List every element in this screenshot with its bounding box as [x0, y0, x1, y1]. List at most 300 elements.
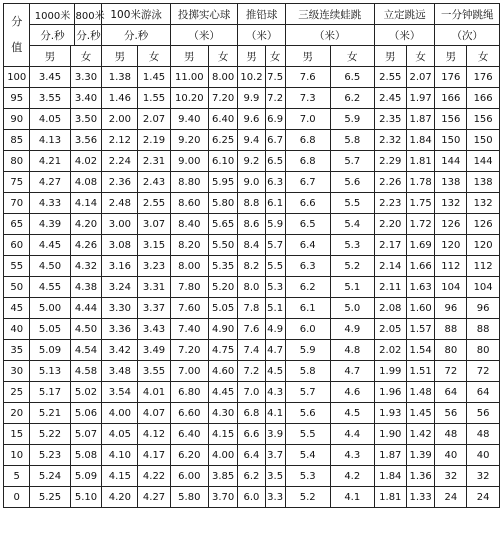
table-cell: 9.20 [170, 130, 208, 151]
score-value-cell: 50 [4, 277, 30, 298]
table-row [4, 151, 500, 172]
table-cell: 5.95 [208, 172, 238, 193]
table-cell: 4.12 [138, 424, 170, 445]
table-cell: 4.05 [102, 424, 138, 445]
table-row [4, 487, 500, 508]
table-cell: 6.10 [208, 151, 238, 172]
table-cell: 5.2 [330, 256, 374, 277]
event-name: 一分钟跳绳 [435, 4, 500, 25]
table-cell: 6.80 [170, 382, 208, 403]
table-cell: 3.7 [265, 445, 285, 466]
table-cell: 4.08 [70, 172, 102, 193]
table-cell: 3.54 [102, 382, 138, 403]
table-cell: 5.1 [265, 298, 285, 319]
table-cell: 7.3 [285, 88, 330, 109]
table-cell: 1.38 [102, 67, 138, 88]
table-cell: 166 [435, 88, 467, 109]
table-cell: 2.45 [374, 88, 406, 109]
table-cell: 1.66 [406, 256, 435, 277]
event-unit: （次） [435, 25, 500, 46]
score-value-cell: 0 [4, 487, 30, 508]
table-cell: 2.08 [374, 298, 406, 319]
table-cell: 7.2 [238, 361, 265, 382]
table-cell: 2.19 [138, 130, 170, 151]
sex-male-label: 男 [170, 46, 208, 67]
table-cell: 1.48 [406, 382, 435, 403]
table-cell: 4.15 [102, 466, 138, 487]
table-cell: 1.60 [406, 298, 435, 319]
table-cell: 7.20 [208, 88, 238, 109]
table-cell: 32 [435, 466, 467, 487]
table-cell: 5.6 [330, 172, 374, 193]
table-cell: 3.30 [70, 67, 102, 88]
table-cell: 80 [467, 340, 500, 361]
table-cell: 6.3 [285, 256, 330, 277]
table-cell: 4.10 [102, 445, 138, 466]
table-cell: 150 [467, 130, 500, 151]
table-cell: 7.2 [265, 88, 285, 109]
table-cell: 1.87 [374, 445, 406, 466]
table-cell: 7.6 [238, 319, 265, 340]
table-cell: 9.2 [238, 151, 265, 172]
event-unit: 分.秒 [76, 29, 101, 42]
table-cell: 4.3 [265, 382, 285, 403]
table-row [4, 277, 500, 298]
table-cell: 11.00 [170, 67, 208, 88]
table-cell: 5.3 [265, 277, 285, 298]
event-unit: 分.秒 [102, 25, 170, 46]
table-cell: 64 [435, 382, 467, 403]
table-cell: 5.23 [30, 445, 70, 466]
table-row [4, 466, 500, 487]
table-cell: 4.27 [30, 172, 70, 193]
table-cell: 88 [467, 319, 500, 340]
table-cell: 3.56 [70, 130, 102, 151]
table-cell: 2.02 [374, 340, 406, 361]
table-cell: 4.20 [70, 214, 102, 235]
score-table [3, 3, 500, 508]
table-cell: 2.23 [374, 193, 406, 214]
table-cell: 3.55 [138, 361, 170, 382]
table-cell: 4.60 [208, 361, 238, 382]
table-row [4, 256, 500, 277]
table-cell: 4.02 [70, 151, 102, 172]
table-cell: 2.17 [374, 235, 406, 256]
table-row [4, 445, 500, 466]
table-cell: 2.14 [374, 256, 406, 277]
table-cell: 176 [467, 67, 500, 88]
table-cell: 5.8 [285, 361, 330, 382]
table-cell: 6.3 [265, 172, 285, 193]
table-cell: 72 [435, 361, 467, 382]
table-cell: 7.4 [238, 340, 265, 361]
table-cell: 3.40 [70, 88, 102, 109]
table-cell: 7.0 [238, 382, 265, 403]
table-cell: 176 [435, 67, 467, 88]
table-cell: 8.00 [170, 256, 208, 277]
score-table-container [3, 3, 500, 508]
event-name: 投掷实心球 [170, 4, 238, 25]
table-row [4, 382, 500, 403]
table-cell: 2.11 [374, 277, 406, 298]
table-row [4, 130, 500, 151]
table-cell: 5.17 [30, 382, 70, 403]
table-cell: 138 [435, 172, 467, 193]
score-value-cell: 10 [4, 445, 30, 466]
table-row [4, 235, 500, 256]
table-cell: 132 [467, 193, 500, 214]
table-cell: 4.00 [208, 445, 238, 466]
table-cell: 3.48 [102, 361, 138, 382]
table-cell: 48 [435, 424, 467, 445]
table-cell: 5.9 [265, 214, 285, 235]
table-cell: 2.48 [102, 193, 138, 214]
score-value-cell: 35 [4, 340, 30, 361]
table-cell: 8.0 [238, 277, 265, 298]
table-cell: 3.55 [30, 88, 70, 109]
table-cell: 1.36 [406, 466, 435, 487]
event-unit: （米） [374, 25, 435, 46]
table-cell: 6.1 [265, 193, 285, 214]
table-cell: 7.6 [285, 67, 330, 88]
score-value-cell: 55 [4, 256, 30, 277]
table-cell: 2.05 [374, 319, 406, 340]
event-name: 推铅球 [238, 4, 285, 25]
table-cell: 6.40 [170, 424, 208, 445]
score-value-cell: 5 [4, 466, 30, 487]
table-cell: 2.36 [102, 172, 138, 193]
score-value-cell: 75 [4, 172, 30, 193]
table-cell: 3.49 [138, 340, 170, 361]
event-unit: （米） [285, 25, 374, 46]
table-cell: 7.40 [170, 319, 208, 340]
score-value-cell: 90 [4, 109, 30, 130]
event-unit: （米） [170, 25, 238, 46]
table-cell: 1.54 [406, 340, 435, 361]
table-cell: 7.0 [285, 109, 330, 130]
table-cell: 4.7 [265, 340, 285, 361]
table-cell: 4.90 [208, 319, 238, 340]
table-cell: 3.07 [138, 214, 170, 235]
table-cell: 6.6 [238, 424, 265, 445]
table-cell: 5.80 [208, 193, 238, 214]
table-cell: 1.69 [406, 235, 435, 256]
table-cell: 56 [467, 403, 500, 424]
table-cell: 4.17 [138, 445, 170, 466]
table-cell: 166 [467, 88, 500, 109]
table-cell: 5.13 [30, 361, 70, 382]
header-row-sex [4, 46, 500, 67]
table-cell: 1.99 [374, 361, 406, 382]
table-row [4, 361, 500, 382]
table-cell: 156 [435, 109, 467, 130]
table-cell: 2.26 [374, 172, 406, 193]
table-cell: 4.45 [208, 382, 238, 403]
table-cell: 4.30 [208, 403, 238, 424]
score-header-line: 分 [11, 15, 23, 28]
table-cell: 6.0 [238, 487, 265, 508]
sex-male-label: 男 [285, 46, 330, 67]
table-cell: 2.43 [138, 172, 170, 193]
table-cell: 5.08 [70, 445, 102, 466]
event-name: 800米 [75, 10, 105, 22]
table-cell: 2.32 [374, 130, 406, 151]
table-cell: 8.40 [170, 214, 208, 235]
table-row [4, 424, 500, 445]
table-cell: 2.07 [406, 67, 435, 88]
table-cell: 7.60 [170, 298, 208, 319]
table-cell: 32 [467, 466, 500, 487]
table-cell: 72 [467, 361, 500, 382]
table-cell: 6.0 [285, 319, 330, 340]
table-cell: 120 [467, 235, 500, 256]
table-cell: 1.39 [406, 445, 435, 466]
sex-female-label: 女 [265, 46, 285, 67]
table-cell: 4.50 [70, 319, 102, 340]
table-cell: 3.15 [138, 235, 170, 256]
table-cell: 5.2 [285, 487, 330, 508]
score-value-cell: 25 [4, 382, 30, 403]
table-cell: 80 [435, 340, 467, 361]
table-cell: 104 [435, 277, 467, 298]
table-cell: 4.15 [208, 424, 238, 445]
header-row-event [4, 4, 500, 25]
table-row [4, 298, 500, 319]
table-cell: 3.5 [265, 466, 285, 487]
table-cell: 6.8 [238, 403, 265, 424]
table-cell: 144 [467, 151, 500, 172]
table-cell: 144 [435, 151, 467, 172]
table-cell: 5.7 [330, 151, 374, 172]
table-cell: 1.75 [406, 193, 435, 214]
table-cell: 112 [467, 256, 500, 277]
table-cell: 5.22 [30, 424, 70, 445]
table-cell: 9.0 [238, 172, 265, 193]
sex-female-label: 女 [138, 46, 170, 67]
table-cell: 1.90 [374, 424, 406, 445]
table-cell: 5.0 [330, 298, 374, 319]
table-cell: 48 [467, 424, 500, 445]
table-cell: 1.78 [406, 172, 435, 193]
table-cell: 2.55 [138, 193, 170, 214]
score-value-cell: 40 [4, 319, 30, 340]
sex-female-label: 女 [70, 46, 102, 67]
table-cell: 7.8 [238, 298, 265, 319]
sex-male-label: 男 [238, 46, 265, 67]
table-cell: 5.09 [30, 340, 70, 361]
table-cell: 2.35 [374, 109, 406, 130]
table-cell: 6.60 [170, 403, 208, 424]
table-cell: 6.20 [170, 445, 208, 466]
table-cell: 4.13 [30, 130, 70, 151]
table-cell: 8.8 [238, 193, 265, 214]
table-cell: 4.27 [138, 487, 170, 508]
table-cell: 6.25 [208, 130, 238, 151]
table-cell: 4.3 [330, 445, 374, 466]
table-cell: 2.31 [138, 151, 170, 172]
table-cell: 4.44 [70, 298, 102, 319]
score-value-cell: 15 [4, 424, 30, 445]
table-cell: 1.45 [406, 403, 435, 424]
score-value-cell: 80 [4, 151, 30, 172]
event-unit: 分.秒 [30, 25, 75, 45]
header-row-unit [4, 25, 500, 46]
table-cell: 4.2 [330, 466, 374, 487]
table-cell: 5.7 [265, 235, 285, 256]
sex-female-label: 女 [406, 46, 435, 67]
table-cell: 2.55 [374, 67, 406, 88]
table-cell: 88 [435, 319, 467, 340]
table-cell: 4.20 [102, 487, 138, 508]
table-cell: 138 [467, 172, 500, 193]
sex-female-label: 女 [330, 46, 374, 67]
table-cell: 132 [435, 193, 467, 214]
sex-male-label: 男 [102, 46, 138, 67]
table-cell: 4.54 [70, 340, 102, 361]
table-cell: 5.7 [285, 382, 330, 403]
table-cell: 4.21 [30, 151, 70, 172]
table-cell: 4.50 [30, 256, 70, 277]
table-cell: 1.72 [406, 214, 435, 235]
table-cell: 96 [467, 298, 500, 319]
table-row [4, 172, 500, 193]
table-cell: 4.5 [330, 403, 374, 424]
table-cell: 6.4 [285, 235, 330, 256]
table-cell: 4.33 [30, 193, 70, 214]
score-header-line: 值 [11, 41, 23, 54]
table-cell: 3.3 [265, 487, 285, 508]
table-cell: 6.2 [330, 88, 374, 109]
table-cell: 5.80 [170, 487, 208, 508]
table-cell: 156 [467, 109, 500, 130]
score-value-cell: 20 [4, 403, 30, 424]
table-cell: 5.50 [208, 235, 238, 256]
table-cell: 1.42 [406, 424, 435, 445]
sex-male-label: 男 [30, 46, 70, 67]
table-cell: 8.00 [208, 67, 238, 88]
table-cell: 24 [467, 487, 500, 508]
table-cell: 3.36 [102, 319, 138, 340]
score-value-cell: 30 [4, 361, 30, 382]
table-cell: 4.1 [265, 403, 285, 424]
table-cell: 5.09 [70, 466, 102, 487]
table-cell: 5.5 [285, 424, 330, 445]
sex-male-label: 男 [374, 46, 406, 67]
table-row [4, 88, 500, 109]
table-cell: 5.06 [70, 403, 102, 424]
table-row [4, 214, 500, 235]
table-cell: 4.22 [138, 466, 170, 487]
table-cell: 5.5 [265, 256, 285, 277]
table-cell: 9.00 [170, 151, 208, 172]
table-cell: 8.20 [170, 235, 208, 256]
table-cell: 10.2 [238, 67, 265, 88]
table-cell: 5.05 [208, 298, 238, 319]
table-cell: 56 [435, 403, 467, 424]
table-cell: 6.40 [208, 109, 238, 130]
score-value-cell: 45 [4, 298, 30, 319]
score-header [4, 4, 30, 67]
table-cell: 6.7 [265, 130, 285, 151]
score-value-cell: 70 [4, 193, 30, 214]
table-cell: 5.21 [30, 403, 70, 424]
table-cell: 2.12 [102, 130, 138, 151]
sex-female-label: 女 [467, 46, 500, 67]
table-cell: 1.63 [406, 277, 435, 298]
table-cell: 5.05 [30, 319, 70, 340]
table-cell: 5.8 [330, 130, 374, 151]
table-cell: 4.9 [330, 319, 374, 340]
table-cell: 6.8 [285, 130, 330, 151]
table-cell: 3.31 [138, 277, 170, 298]
table-cell: 4.32 [70, 256, 102, 277]
table-cell: 1.33 [406, 487, 435, 508]
table-cell: 4.1 [330, 487, 374, 508]
table-cell: 7.80 [170, 277, 208, 298]
table-cell: 120 [435, 235, 467, 256]
table-cell: 3.50 [70, 109, 102, 130]
table-cell: 8.6 [238, 214, 265, 235]
table-cell: 8.60 [170, 193, 208, 214]
table-cell: 5.1 [330, 277, 374, 298]
table-cell: 4.39 [30, 214, 70, 235]
table-row [4, 319, 500, 340]
score-value-cell: 65 [4, 214, 30, 235]
table-cell: 6.2 [285, 277, 330, 298]
table-cell: 2.29 [374, 151, 406, 172]
table-cell: 1.96 [374, 382, 406, 403]
table-cell: 2.00 [102, 109, 138, 130]
table-cell: 5.20 [208, 277, 238, 298]
table-cell: 5.24 [30, 466, 70, 487]
table-cell: 1.87 [406, 109, 435, 130]
table-row [4, 67, 500, 88]
table-cell: 40 [467, 445, 500, 466]
table-cell: 3.08 [102, 235, 138, 256]
table-cell: 5.4 [330, 214, 374, 235]
table-cell: 1.55 [138, 88, 170, 109]
table-cell: 9.9 [238, 88, 265, 109]
table-cell: 5.9 [285, 340, 330, 361]
table-cell: 3.00 [102, 214, 138, 235]
table-cell: 1.84 [406, 130, 435, 151]
table-row [4, 109, 500, 130]
score-table-body [4, 67, 500, 508]
table-cell: 1.81 [406, 151, 435, 172]
table-cell: 1.51 [406, 361, 435, 382]
score-value-cell: 85 [4, 130, 30, 151]
event-name: 三级连续蛙跳 [285, 4, 374, 25]
table-cell: 5.35 [208, 256, 238, 277]
event-name: 立定跳远 [374, 4, 435, 25]
table-cell: 4.4 [330, 424, 374, 445]
table-cell: 10.20 [170, 88, 208, 109]
table-cell: 5.07 [70, 424, 102, 445]
table-cell: 4.5 [265, 361, 285, 382]
score-value-cell: 95 [4, 88, 30, 109]
table-cell: 3.70 [208, 487, 238, 508]
table-cell: 5.9 [330, 109, 374, 130]
table-cell: 3.45 [30, 67, 70, 88]
table-cell: 6.5 [330, 67, 374, 88]
table-cell: 5.4 [285, 445, 330, 466]
table-cell: 1.93 [374, 403, 406, 424]
table-cell: 7.5 [265, 67, 285, 88]
table-cell: 4.01 [138, 382, 170, 403]
score-value-cell: 60 [4, 235, 30, 256]
table-cell: 8.4 [238, 235, 265, 256]
table-row [4, 193, 500, 214]
